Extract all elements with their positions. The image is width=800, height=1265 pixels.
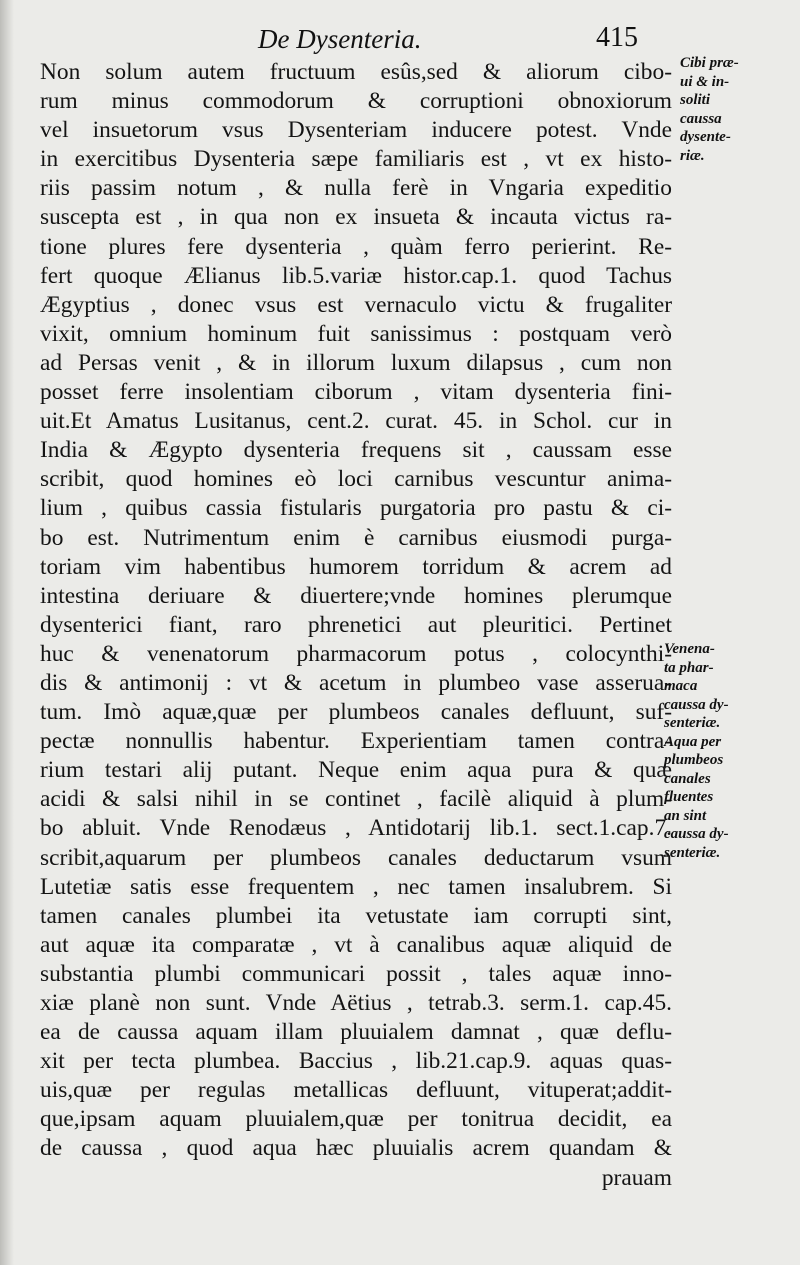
margin-note-line: caussa dy- [664, 696, 729, 713]
text-line: Non solum autem fructuum esûs,sed & aliorum cibo- [40, 59, 672, 85]
text-line: bo est. Nutrimentum enim è carnibus eiusmodi purga- [40, 524, 672, 551]
margin-note-cibi [680, 54, 800, 165]
main-text-block [40, 58, 672, 1193]
margin-note-line: canales [664, 770, 711, 787]
margin-note-line: an sint [664, 807, 707, 824]
text-line: xit per tecta plumbea. Baccius , lib.21.cap.9. aquas quas- [40, 1048, 672, 1075]
text-line: acidi & salsi nihil in se continet , facilè aliquid à plum- [40, 786, 672, 813]
margin-note-line: ta phar- [664, 659, 714, 676]
margin-note-line: ui & in- [680, 73, 730, 90]
text-line: bo abluit. Vnde Renodæus , Antidotarij lib.1. sect.1.cap.7. [40, 815, 672, 842]
text-line: aut aquæ ita comparatæ , vt à canalibus aquæ aliquid de [40, 931, 672, 958]
text-line: scribit, quod homines eò loci carnibus vescuntur anima- [40, 466, 672, 493]
text-line: pectæ nonnullis habentur. Experientiam tamen contra- [40, 728, 672, 755]
text-line: in exercitibus Dysenteria sæpe familiaris est , vt ex histo- [40, 146, 672, 173]
text-line: prauam [601, 1164, 672, 1191]
margin-note-venenata [664, 640, 794, 862]
text-line: fert quoque Ælianus lib.5.variæ histor.cap.1. quod Tachus [40, 262, 672, 289]
page-edge-shadow [0, 0, 14, 1265]
margin-note-line: riæ. [680, 147, 705, 164]
running-title: De Dysenteria. [258, 24, 422, 54]
text-line: riis passim notum , & nulla ferè in Vngaria expeditio [40, 175, 672, 202]
text-line: uit.Et Amatus Lusitanus, cent.2. curat. 45. in Schol. cur in [40, 408, 672, 435]
text-line: ad Persas venit , & in illorum luxum dilapsus , cum non [40, 349, 672, 376]
text-line: ea de caussa aquam illam pluuialem damnat , quæ deflu- [40, 1019, 672, 1046]
text-line: uis,quæ per regulas metallicas defluunt, vituperat;addit- [40, 1077, 672, 1104]
margin-note-line: soliti [680, 92, 711, 108]
text-line: lium , quibus cassia fistularis purgatoria pro pastu & ci- [40, 495, 672, 522]
text-line: scribit,aquarum per plumbeos canales deductarum vsum [40, 844, 672, 871]
text-line: posset ferre insolentiam ciborum , vitam dysenteria fini- [40, 379, 672, 406]
text-line: tamen canales plumbei ita vetustate iam corrupti sint, [40, 902, 672, 929]
text-line: India & Ægypto dysenteria frequens sit , caussam esse [40, 437, 672, 464]
margin-note-line: caussa [680, 110, 722, 127]
margin-note-line: dysente- [680, 129, 731, 145]
margin-note-line: plumbeos [664, 752, 724, 768]
text-line: vixit, omnium hominum fuit sanissimus : postquam verò [40, 320, 672, 347]
margin-note-line: fluentes [664, 789, 714, 805]
text-line: dis & antimonij : vt & acetum in plumbeo vase asserua- [40, 669, 672, 696]
margin-note-line: caussa dy- [664, 826, 729, 842]
text-line: Lutetiæ satis esse frequentem , nec tamen insalubrem. Si [40, 873, 672, 900]
margin-note-line: Cibi præ- [680, 55, 739, 71]
text-line: tione plures fere dysenteria , quàm ferro perierint. Re- [40, 233, 672, 260]
text-line: intestina deriuare & diuertere;vnde homines plerumque [40, 582, 672, 609]
text-line: substantia plumbi communicari possit , tales aquæ inno- [40, 960, 672, 987]
text-line: huc & venenatorum pharmacorum potus , colocynthi- [40, 640, 672, 667]
text-line: vel insuetorum vsus Dysenteriam inducere potest. Vnde [40, 117, 672, 144]
margin-note-line: Aqua per [664, 733, 722, 750]
text-line: rum minus commodorum & corruptioni obnoxiorum [40, 88, 672, 115]
margin-note-line: Venena- [664, 641, 715, 657]
margin-note-line: senteriæ. [664, 844, 721, 861]
text-line: Ægyptius , donec vsus est vernaculo victu & frugaliter [40, 291, 672, 318]
text-line: toriam vim habentibus humorem torridum & acrem ad [40, 553, 672, 580]
text-line: rium testari alij putant. Neque enim aqua pura & quæ [40, 757, 672, 784]
text-line: tum. Imò aquæ,quæ per plumbeos canales defluunt, suf- [40, 699, 672, 726]
text-line: suscepta est , in qua non ex insueta & incauta victus ra- [40, 204, 672, 231]
margin-note-line: senteriæ. [664, 715, 721, 731]
text-line: de caussa , quod aqua hæc pluuialis acrem quandam & [40, 1135, 672, 1162]
text-line: que,ipsam aquam pluuialem,quæ per tonitrua decidit, ea [40, 1106, 672, 1133]
text-line: xiæ planè non sunt. Vnde Aëtius , tetrab.3. serm.1. cap.45. [40, 990, 672, 1016]
text-line: dysenterici fiant, raro phrenetici aut pleuritici. Pertinet [40, 611, 672, 638]
margin-note-line: maca [664, 678, 698, 694]
page-header [0, 18, 800, 58]
page-number: 415 [596, 22, 638, 53]
